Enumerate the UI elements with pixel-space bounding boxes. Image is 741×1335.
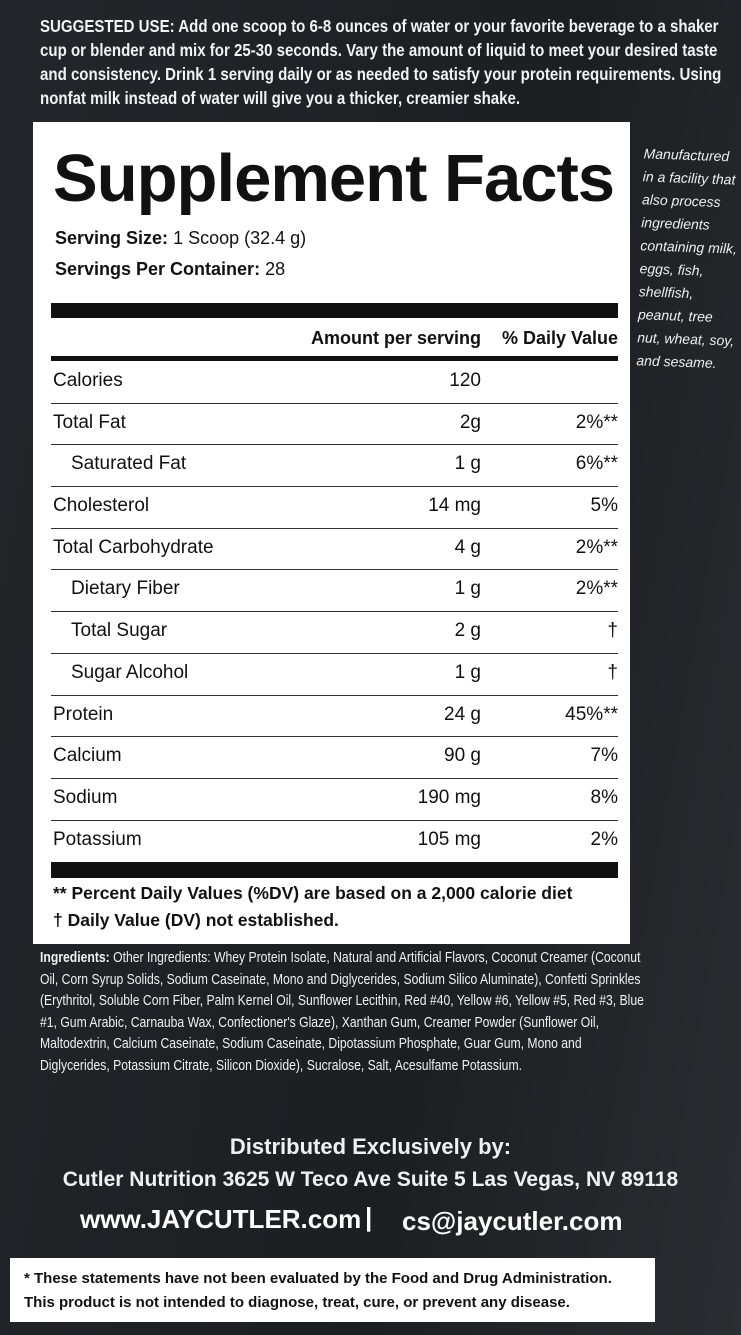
nutrient-name: Total Sugar [71,620,168,642]
nutrient-amount: 2 g [454,620,481,642]
footnote-not-established: † Daily Value (DV) not established. [53,910,339,930]
ingredients [40,948,645,1077]
column-header [51,322,618,358]
nutrient-name: Calcium [53,745,122,767]
suggested-use-label: SUGGESTED USE: [40,16,175,36]
nutrient-amount: 1 g [454,453,481,475]
nutrient-daily-value: 7% [590,745,618,767]
nutrient-amount: 24 g [444,703,481,725]
website-link[interactable]: www.JAYCUTLER.com [80,1204,362,1234]
distributor-heading: Distributed Exclusively by: [229,1134,512,1159]
nutrient-row [51,570,618,612]
nutrient-row [51,404,618,446]
nutrient-row [51,612,618,654]
nutrient-daily-value: 45%** [565,703,618,725]
footnotes [53,880,572,934]
nutrient-row [51,654,618,696]
supplement-facts-panel [33,122,630,944]
divider-thick-bottom [51,862,618,878]
nutrient-row [51,696,618,738]
nutrient-daily-value: † [607,661,618,683]
nutrient-row [51,737,618,779]
nutrient-row [51,529,618,571]
nutrient-row [51,487,618,529]
nutrient-amount: 120 [449,370,481,391]
divider-thick [51,303,618,318]
nutrient-amount: 4 g [454,536,481,558]
nutrient-name: Potassium [53,828,142,850]
nutrient-daily-value: 5% [590,495,618,517]
nutrient-name: Calories [53,370,123,391]
nutrient-name: Total Fat [53,411,126,433]
ingredients-text: Other Ingredients: Whey Protein Isolate, Natural and Artificial Flavors, Coconut Creamer (Coconut Oil, Corn Syrup Solids, Sodium Caseinate, Mono and Diglycerides, Sodium Silico Aluminate), Confetti Sprinkles (Erythritol, Soluble Corn Fiber, Palm Kernel Oil, Sunflower Lecithin, Red #40, Yellow #6, Yellow #5, Red #3, Blue #1, Gum Arabic, Carnauba Wax, Confectioner's Glaze), Xanthan Gum, Creamer Powder (Sunflower Oil, Maltodextrin, Calcium Caseinate, Sodium Caseinate, Dipotassium Phosphate, Guar Gum, Mono and Diglycerides, Potassium Citrate, Silicon Dioxide), Sucralose, Salt, Acesulfame Potassium. [40,950,644,1074]
distributor-address: Cutler Nutrition 3625 W Teco Ave Suite 5 Las Vegas, NV 89118 [62,1168,679,1191]
facts-title: Supplement Facts [53,141,615,216]
nutrient-row [51,445,618,487]
nutrient-name: Saturated Fat [71,453,187,475]
nutrient-daily-value: 2%** [575,411,618,433]
servings-per-container [55,259,285,280]
nutrient-name: Cholesterol [53,495,150,517]
daily-value-header: % Daily Value [501,328,618,348]
nutrient-name: Dietary Fiber [71,578,180,600]
nutrient-name: Protein [53,703,114,725]
suggested-use [40,14,728,110]
nutrient-amount: 1 g [454,578,481,600]
nutrient-amount: 1 g [454,661,481,683]
nutrient-daily-value: † [607,620,618,642]
allergen-statement: Manufactured in a facility that also process ingredients containing milk, eggs, fish, shellfish, peanut, tree nut, wheat, soy, and sesame. [636,145,738,371]
suggested-use-text: Add one scoop to 6-8 ounces of water or your favorite beverage to a shaker cup or blender and mix for 25-30 seconds. Vary the amount of liquid to meet your desired taste and consistency. Drink 1 serving daily or as needed to satisfy your protein requirements. Using nonfat milk instead of water will give you a thicker, creamier shake. [40,16,722,108]
nutrient-name: Total Carbohydrate [53,536,214,558]
footnote-dv: ** Percent Daily Values (%DV) are based on a 2,000 calorie diet [53,883,573,903]
email-link[interactable]: cs@jaycutler.com [402,1206,623,1236]
servings-value: 28 [265,259,286,279]
nutrient-amount: 2g [459,411,481,433]
servings-label: Servings Per Container: [55,259,261,279]
fda-disclaimer [10,1258,655,1322]
nutrient-daily-value: 8% [590,786,618,808]
nutrient-rows [51,362,618,862]
amount-header: Amount per serving [310,328,481,348]
nutrient-name: Sodium [53,786,118,808]
nutrient-amount: 105 mg [417,828,481,850]
separator: | [365,1202,373,1232]
nutrient-daily-value: 2% [590,828,618,850]
nutrient-daily-value: 6%** [575,453,618,475]
nutrient-daily-value: 2%** [575,536,618,558]
nutrient-name: Sugar Alcohol [71,661,189,683]
serving-size [55,228,306,249]
nutrient-amount: 90 g [444,745,481,767]
nutrient-amount: 14 mg [428,495,481,517]
disclaimer-line-2: This product is not intended to diagnose, treat, cure, or prevent any disease. [24,1294,570,1311]
disclaimer-line-1: * These statements have not been evaluated by the Food and Drug Administration. [24,1270,612,1287]
nutrient-amount: 190 mg [417,786,481,808]
nutrient-row [51,362,618,404]
nutrient-row [51,779,618,821]
serving-size-label: Serving Size: [55,228,169,248]
divider-medium [51,356,618,361]
nutrient-daily-value: 2%** [575,578,618,600]
nutrient-row [51,821,618,863]
ingredients-label: Ingredients: [40,950,110,966]
serving-size-value: 1 Scoop (32.4 g) [173,228,307,248]
